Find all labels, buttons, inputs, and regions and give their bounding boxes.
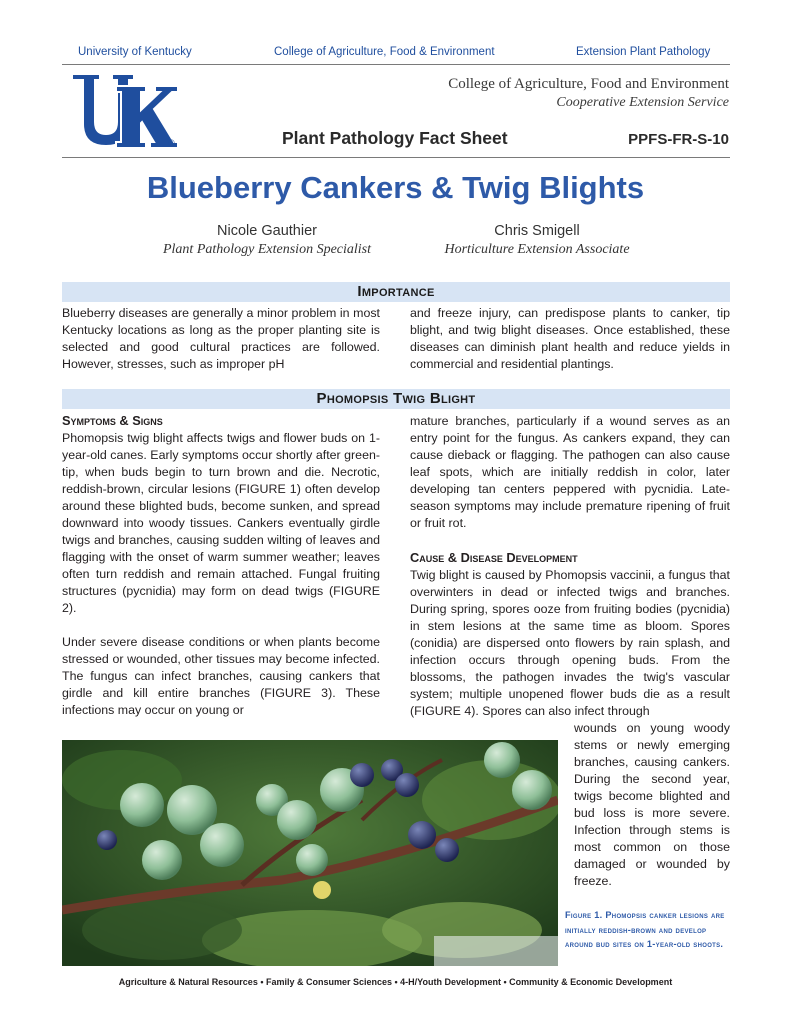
blueberry-photo-illustration: [62, 740, 558, 966]
cooperative-extension-service: Cooperative Extension Service: [556, 95, 729, 110]
figure-1-caption: Figure 1. Phomopsis canker lesions are initially reddish-brown and develop around bud sites on 1-year-old shoots.: [565, 910, 725, 949]
blueberry-photo: [62, 740, 558, 966]
section-heading-phomopsis: Phomopsis Twig Blight: [62, 389, 730, 409]
symptoms-paragraph-2: Under severe disease conditions or when plants become stressed or wounded, other tissues may become infected. The fungus can infect branches, causing cankers that girdle and kill entire branches (FIGURE 3). These infections may occur on young or: [62, 635, 380, 717]
symptoms-paragraph-1: Phomopsis twig blight affects twigs and flower buds on 1-year-old canes. Early symptoms occur shortly after green-tip, when buds begin to turn brown and die. Necrotic, reddish-brown, circular lesions (FIGURE 1) often develop around these blighted buds, become sunken, and spread downward into woody tissues. Cankers eventually girdle twigs and branches, causing sudden wilting of leaves and flagging with the onset of warm summer weather; leaves often turn reddish and remain attached. Fungal fruiting structures (pycnidia) may form on dead twigs (FIGURE 2).: [62, 431, 380, 615]
link-university-of-kentucky[interactable]: University of Kentucky: [78, 46, 192, 58]
phomopsis-col2-paragraph: mature branches, particularly if a wound serves as an entry point for the fungus. As cankers expand, they can cause dieback or flagging. The pathogen can also cause leaf spots, which are initially reddish in color, later developing tan centers peppered with pycnidia. Late-season symptoms may include premature ripening of fruit or fruit rot.: [410, 414, 730, 530]
footer-program-areas: Agriculture & Natural Resources • Family & Consumer Sciences • 4-H/Youth Development • Community & Economic Development: [118, 977, 673, 987]
college-name: College of Agriculture, Food and Environment: [448, 76, 729, 92]
page-title: Blueberry Cankers & Twig Blights: [146, 170, 645, 205]
subheading-cause: Cause & Disease Development: [410, 550, 578, 565]
header-rule: [62, 64, 730, 65]
cause-paragraph-1: Twig blight is caused by Phomopsis vaccinii, a fungus that overwinters in dead or infected twigs and branches. During spring, spores ooze from fruiting bodies (pycnidia) in stem lesions at the same time as bloom. Spores (conidia) are dispersed onto flowers by rain splash, and infection occurs through opening buds. From the blossoms, the pathogen invades the twig's vascular system; multiple unopened flower buds die as a result (FIGURE 4). Spores can also infect through: [410, 568, 730, 718]
link-college[interactable]: College of Agriculture, Food & Environment: [274, 46, 495, 58]
fact-sheet-label: Plant Pathology Fact Sheet: [282, 128, 508, 148]
title-rule: [62, 157, 730, 158]
fact-sheet-code: PPFS-FR-S-10: [628, 131, 729, 148]
author-name-1: Nicole Gauthier: [217, 223, 317, 239]
importance-col1: Blueberry diseases are generally a minor problem in most Kentucky locations as long as the proper planting site is selected and good cultural practices are followed. However, stresses, such as improper pH: [62, 306, 380, 371]
cause-paragraph-2: wounds on young woody stems or newly emerging branches, causing cankers. During the second year, twigs become blighted and bud loss is more severe. Infection through stems is most common on those damaged or wounded by freeze.: [574, 721, 730, 888]
author-role-2: Horticulture Extension Associate: [444, 242, 630, 257]
subheading-symptoms: Symptoms & Signs: [62, 413, 163, 428]
author-role-1: Plant Pathology Extension Specialist: [162, 242, 372, 257]
link-extension-plant-pathology[interactable]: Extension Plant Pathology: [576, 46, 711, 58]
section-heading-importance: Importance: [62, 282, 730, 302]
uk-logo: [70, 72, 180, 152]
registered-mark: ®: [168, 138, 175, 148]
author-name-2: Chris Smigell: [494, 223, 580, 239]
importance-col2: and freeze injury, can predispose plants to canker, tip blight, and twig blight diseases. Once established, these diseases can diminish plant health and reduce yields in commercial and residential plantings.: [410, 306, 730, 371]
uk-logo-mark: [70, 72, 180, 152]
